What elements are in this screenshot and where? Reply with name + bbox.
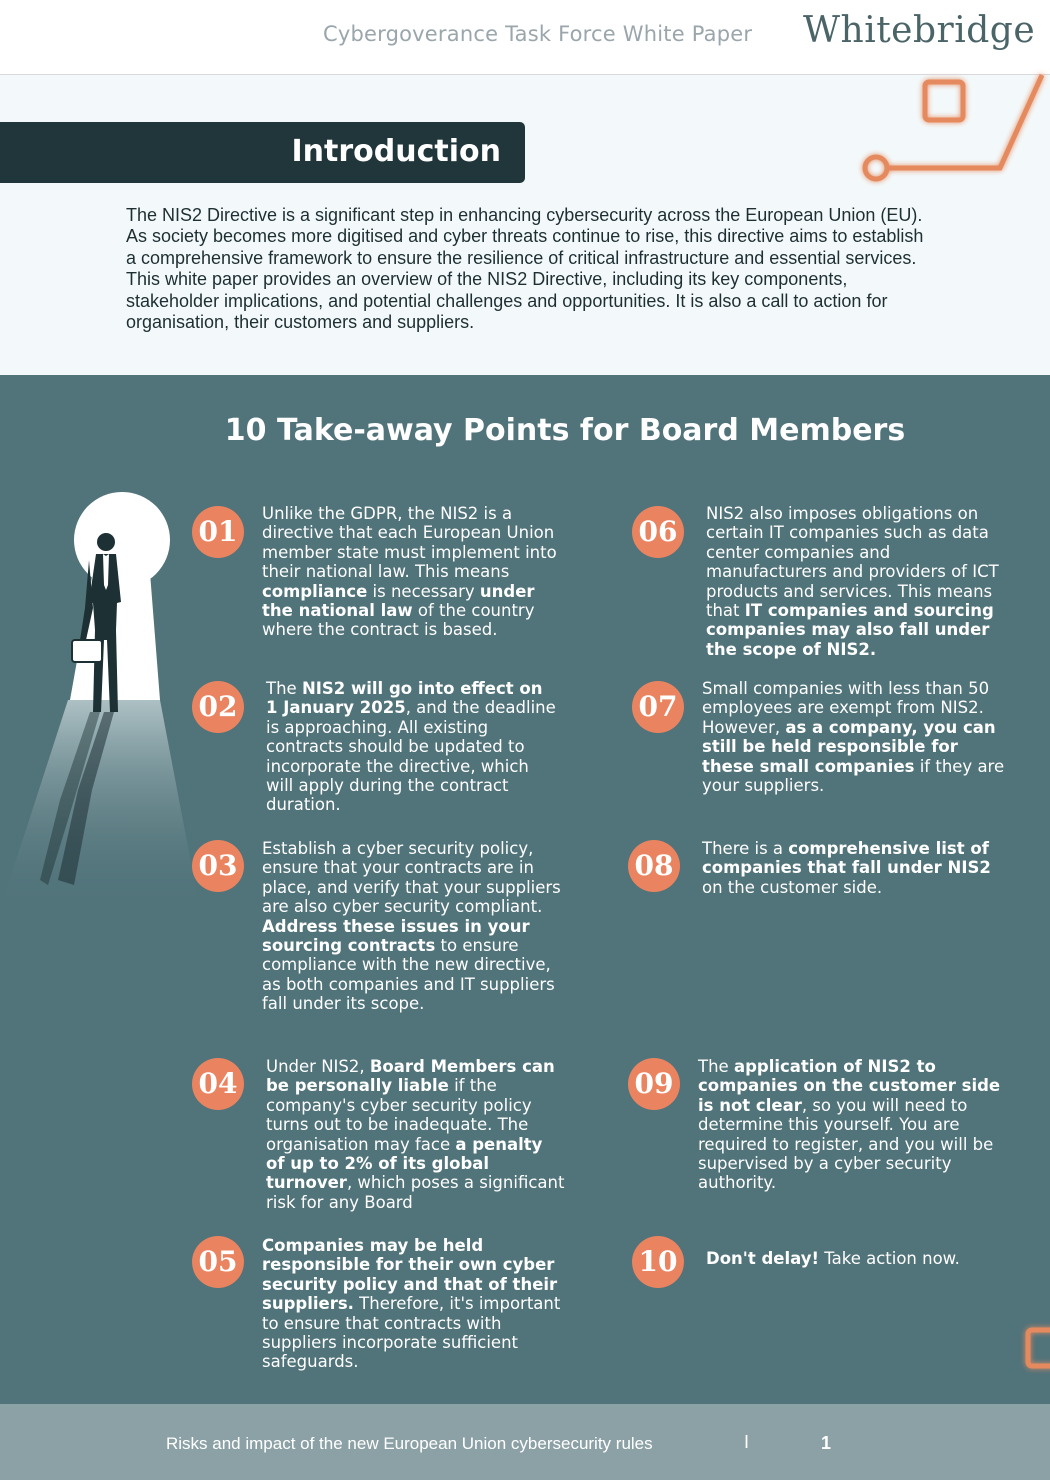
point-text-bold: compliance (262, 581, 368, 601)
point-number-badge: 05 (192, 1236, 244, 1288)
header-title: Cybergoverance Task Force White Paper (323, 22, 753, 46)
point-text (262, 1236, 567, 1372)
point-text (266, 1057, 566, 1212)
point-text-bold: IT companies and sourcing companies may also fall under the scope of NIS2. (706, 601, 994, 659)
point-number-badge: 09 (628, 1058, 680, 1110)
point-number-badge: 06 (632, 506, 684, 558)
intro-paragraph: The NIS2 Directive is a significant step in enhancing cybersecurity across the European Union (EU). As society becomes more digitised and cyber threats continue to rise, this directive aims to establish a comprehensive framework to ensure the resilience of critical infrastructure and essential services. This white paper provides an overview of the NIS2 Directive, including its key components, stakeholder implications, and potential challenges and opportunities. It is also a call to action for organisation, their customers and suppliers. (126, 205, 924, 333)
point-text (706, 504, 1006, 659)
point-text-bold: a penalty of up to 2% of its global turnover (266, 1134, 543, 1193)
point-text (702, 679, 1007, 795)
intro-heading-bar (0, 122, 525, 183)
point-text-segment: The (266, 679, 302, 698)
point-text-bold: under the national law (262, 581, 535, 621)
point-text-bold: comprehensive list of companies that fall under NIS2 (702, 839, 991, 878)
point-number-badge: 08 (628, 840, 680, 892)
point-text-segment: Establish a cyber security policy, ensure that your contracts are in place, and verify that your suppliers are also cyber security compliant. (262, 839, 561, 917)
point-text-segment: The (698, 1057, 734, 1076)
intro-heading: Introduction (291, 134, 501, 169)
point-text-segment: , so you will need to determine this yourself. You are required to register, and you will be supervised by a cyber security authority. (698, 1095, 994, 1193)
point-text (702, 839, 997, 897)
point-text-bold: Don't delay! (706, 1249, 820, 1268)
footer-text: Risks and impact of the new European Union cybersecurity rules (166, 1434, 653, 1453)
point-text-segment: , which poses a significant risk for any Board (266, 1173, 565, 1212)
point-text (706, 1249, 1001, 1268)
point-text-segment: There is a (702, 839, 789, 858)
point-text-segment: Take action now. (819, 1249, 960, 1268)
keyhole-businessman-illustration (0, 490, 200, 910)
point-text-segment: Small companies with less than 50 employees are exempt from NIS2. However, (702, 679, 990, 737)
page-number: 1 (821, 1433, 832, 1453)
point-text-segment: Under NIS2, (266, 1057, 370, 1076)
point-text-bold: Companies may be held responsible for their own cyber security policy and that of their suppliers. (262, 1236, 558, 1314)
point-text-bold: as a company, you can still be held responsible for these small companies (702, 717, 996, 776)
point-text-bold: application of NIS2 to companies on the customer side is not clear (698, 1057, 1001, 1115)
point-text-segment: on the customer side. (702, 877, 883, 897)
circuit-decoration-icon (850, 60, 1050, 210)
point-text-segment: to ensure compliance with the new directive, as both companies and IT suppliers fall under its scope. (262, 936, 555, 1014)
point-text-segment: Unlike the GDPR, the NIS2 is a directive that each European Union member state must implement into their national law. This means (262, 504, 557, 582)
whitebridge-logo: Whitebridge (803, 10, 1036, 51)
point-text (262, 839, 562, 1014)
point-text-bold: NIS2 will go into effect on 1 January 2025 (266, 679, 543, 718)
main-title: 10 Take-away Points for Board Members (224, 413, 906, 448)
point-number-badge: 10 (632, 1236, 684, 1288)
point-text-segment: Therefore, it's important to ensure that contracts with suppliers incorporate sufficient safeguards. (262, 1294, 561, 1372)
point-text (698, 1057, 1003, 1193)
point-text-bold: Board Members can be personally liable (266, 1057, 555, 1096)
point-text (262, 504, 562, 640)
point-text-segment: of the country where the contract is based. (262, 601, 535, 640)
point-number-badge: 04 (192, 1058, 244, 1110)
point-number-badge: 03 (192, 840, 244, 892)
point-number-badge: 07 (632, 681, 684, 733)
footer-separator: I (744, 1432, 750, 1452)
point-text-segment: is necessary (367, 581, 480, 601)
point-text-segment: if they are your suppliers. (702, 756, 1005, 796)
point-text-segment: if the company's cyber security policy turns out to be inadequate. The organisation may face (266, 1076, 532, 1154)
point-text-bold: Address these issues in your sourcing contracts (262, 916, 530, 956)
point-text-segment: , and the deadline is approaching. All existing contracts should be updated to incorporate the directive, which will apply during the contract duration. (266, 698, 556, 815)
point-number-badge: 01 (192, 506, 244, 558)
point-number-badge: 02 (192, 681, 244, 733)
circuit-corner-icon (1010, 1315, 1050, 1375)
point-text-segment: NIS2 also imposes obligations on certain IT companies such as data center companies and manufacturers and providers of ICT products and services. This means that (706, 504, 999, 621)
point-text (266, 679, 556, 815)
